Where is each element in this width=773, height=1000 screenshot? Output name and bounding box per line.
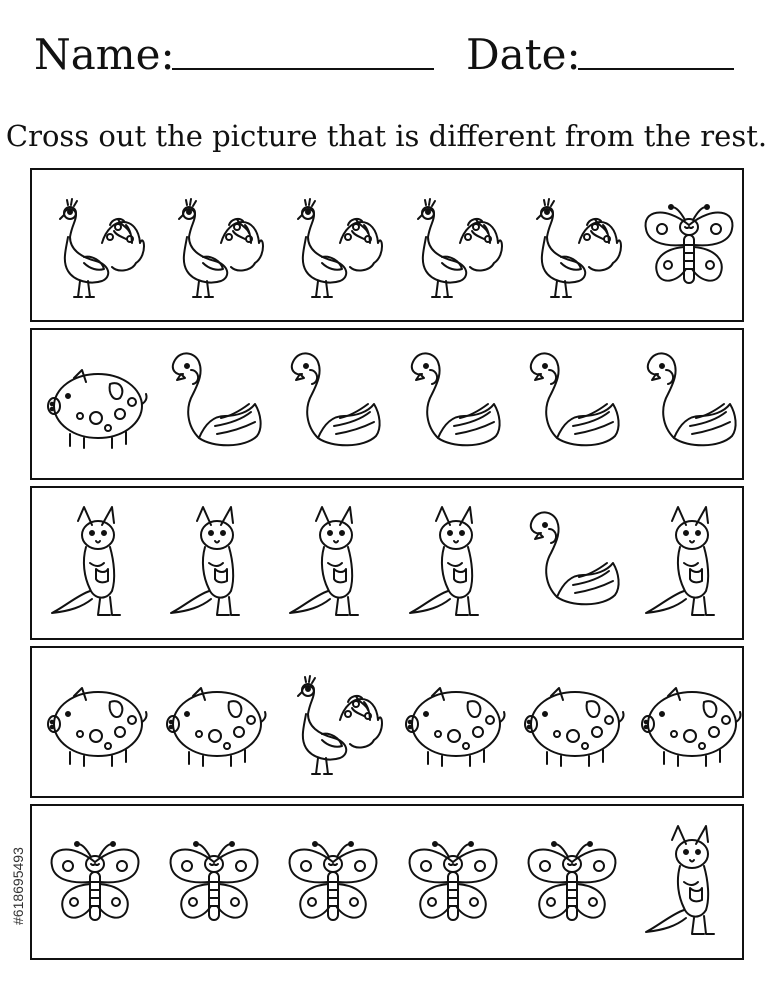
peacock-picture[interactable] (278, 648, 388, 796)
kangaroo-picture[interactable] (278, 488, 388, 638)
date-line[interactable] (578, 68, 734, 70)
pig-icon (159, 648, 269, 796)
kangaroo-picture[interactable] (398, 488, 508, 638)
name-label: Name: (34, 30, 175, 79)
butterfly-icon (398, 806, 508, 958)
peacock-icon (398, 170, 508, 320)
butterfly-icon (634, 170, 744, 320)
peacock-icon (159, 170, 269, 320)
peacock-picture[interactable] (398, 170, 508, 320)
peacock-icon (517, 170, 627, 320)
swan-icon (517, 488, 627, 638)
kangaroo-icon (159, 488, 269, 638)
swan-icon (517, 330, 627, 478)
pig-icon (517, 648, 627, 796)
pig-icon (398, 648, 508, 796)
butterfly-icon (278, 806, 388, 958)
kangaroo-picture[interactable] (634, 806, 744, 958)
kangaroo-icon (398, 488, 508, 638)
swan-icon (278, 330, 388, 478)
peacock-picture[interactable] (517, 170, 627, 320)
pig-picture[interactable] (40, 648, 150, 796)
butterfly-icon (40, 806, 150, 958)
swan-picture[interactable] (278, 330, 388, 478)
butterfly-picture[interactable] (40, 806, 150, 958)
puzzle-row-1 (30, 168, 744, 322)
peacock-icon (278, 648, 388, 796)
peacock-picture[interactable] (278, 170, 388, 320)
instruction-text: Cross out the picture that is different from the rest. (5, 119, 768, 153)
swan-picture[interactable] (634, 330, 744, 478)
kangaroo-picture[interactable] (634, 488, 744, 638)
pig-icon (40, 330, 150, 478)
swan-picture[interactable] (159, 330, 269, 478)
swan-picture[interactable] (517, 488, 627, 638)
name-line[interactable] (172, 68, 434, 70)
pig-picture[interactable] (517, 648, 627, 796)
stock-id: #618695493 (10, 847, 26, 925)
pig-picture[interactable] (398, 648, 508, 796)
kangaroo-picture[interactable] (40, 488, 150, 638)
pig-icon (40, 648, 150, 796)
swan-icon (159, 330, 269, 478)
butterfly-icon (159, 806, 269, 958)
peacock-icon (40, 170, 150, 320)
kangaroo-picture[interactable] (159, 488, 269, 638)
butterfly-picture[interactable] (159, 806, 269, 958)
butterfly-picture[interactable] (517, 806, 627, 958)
kangaroo-icon (278, 488, 388, 638)
butterfly-icon (517, 806, 627, 958)
pig-picture[interactable] (634, 648, 744, 796)
swan-picture[interactable] (398, 330, 508, 478)
puzzle-row-3 (30, 486, 744, 640)
swan-icon (398, 330, 508, 478)
pig-icon (634, 648, 744, 796)
peacock-icon (278, 170, 388, 320)
date-label: Date: (466, 30, 581, 79)
butterfly-picture[interactable] (634, 170, 744, 320)
puzzle-row-5 (30, 804, 744, 960)
swan-picture[interactable] (517, 330, 627, 478)
kangaroo-icon (634, 806, 744, 958)
puzzle-row-4 (30, 646, 744, 798)
pig-picture[interactable] (40, 330, 150, 478)
butterfly-picture[interactable] (278, 806, 388, 958)
peacock-picture[interactable] (40, 170, 150, 320)
swan-icon (634, 330, 744, 478)
butterfly-picture[interactable] (398, 806, 508, 958)
pig-picture[interactable] (159, 648, 269, 796)
kangaroo-icon (634, 488, 744, 638)
peacock-picture[interactable] (159, 170, 269, 320)
kangaroo-icon (40, 488, 150, 638)
puzzle-row-2 (30, 328, 744, 480)
